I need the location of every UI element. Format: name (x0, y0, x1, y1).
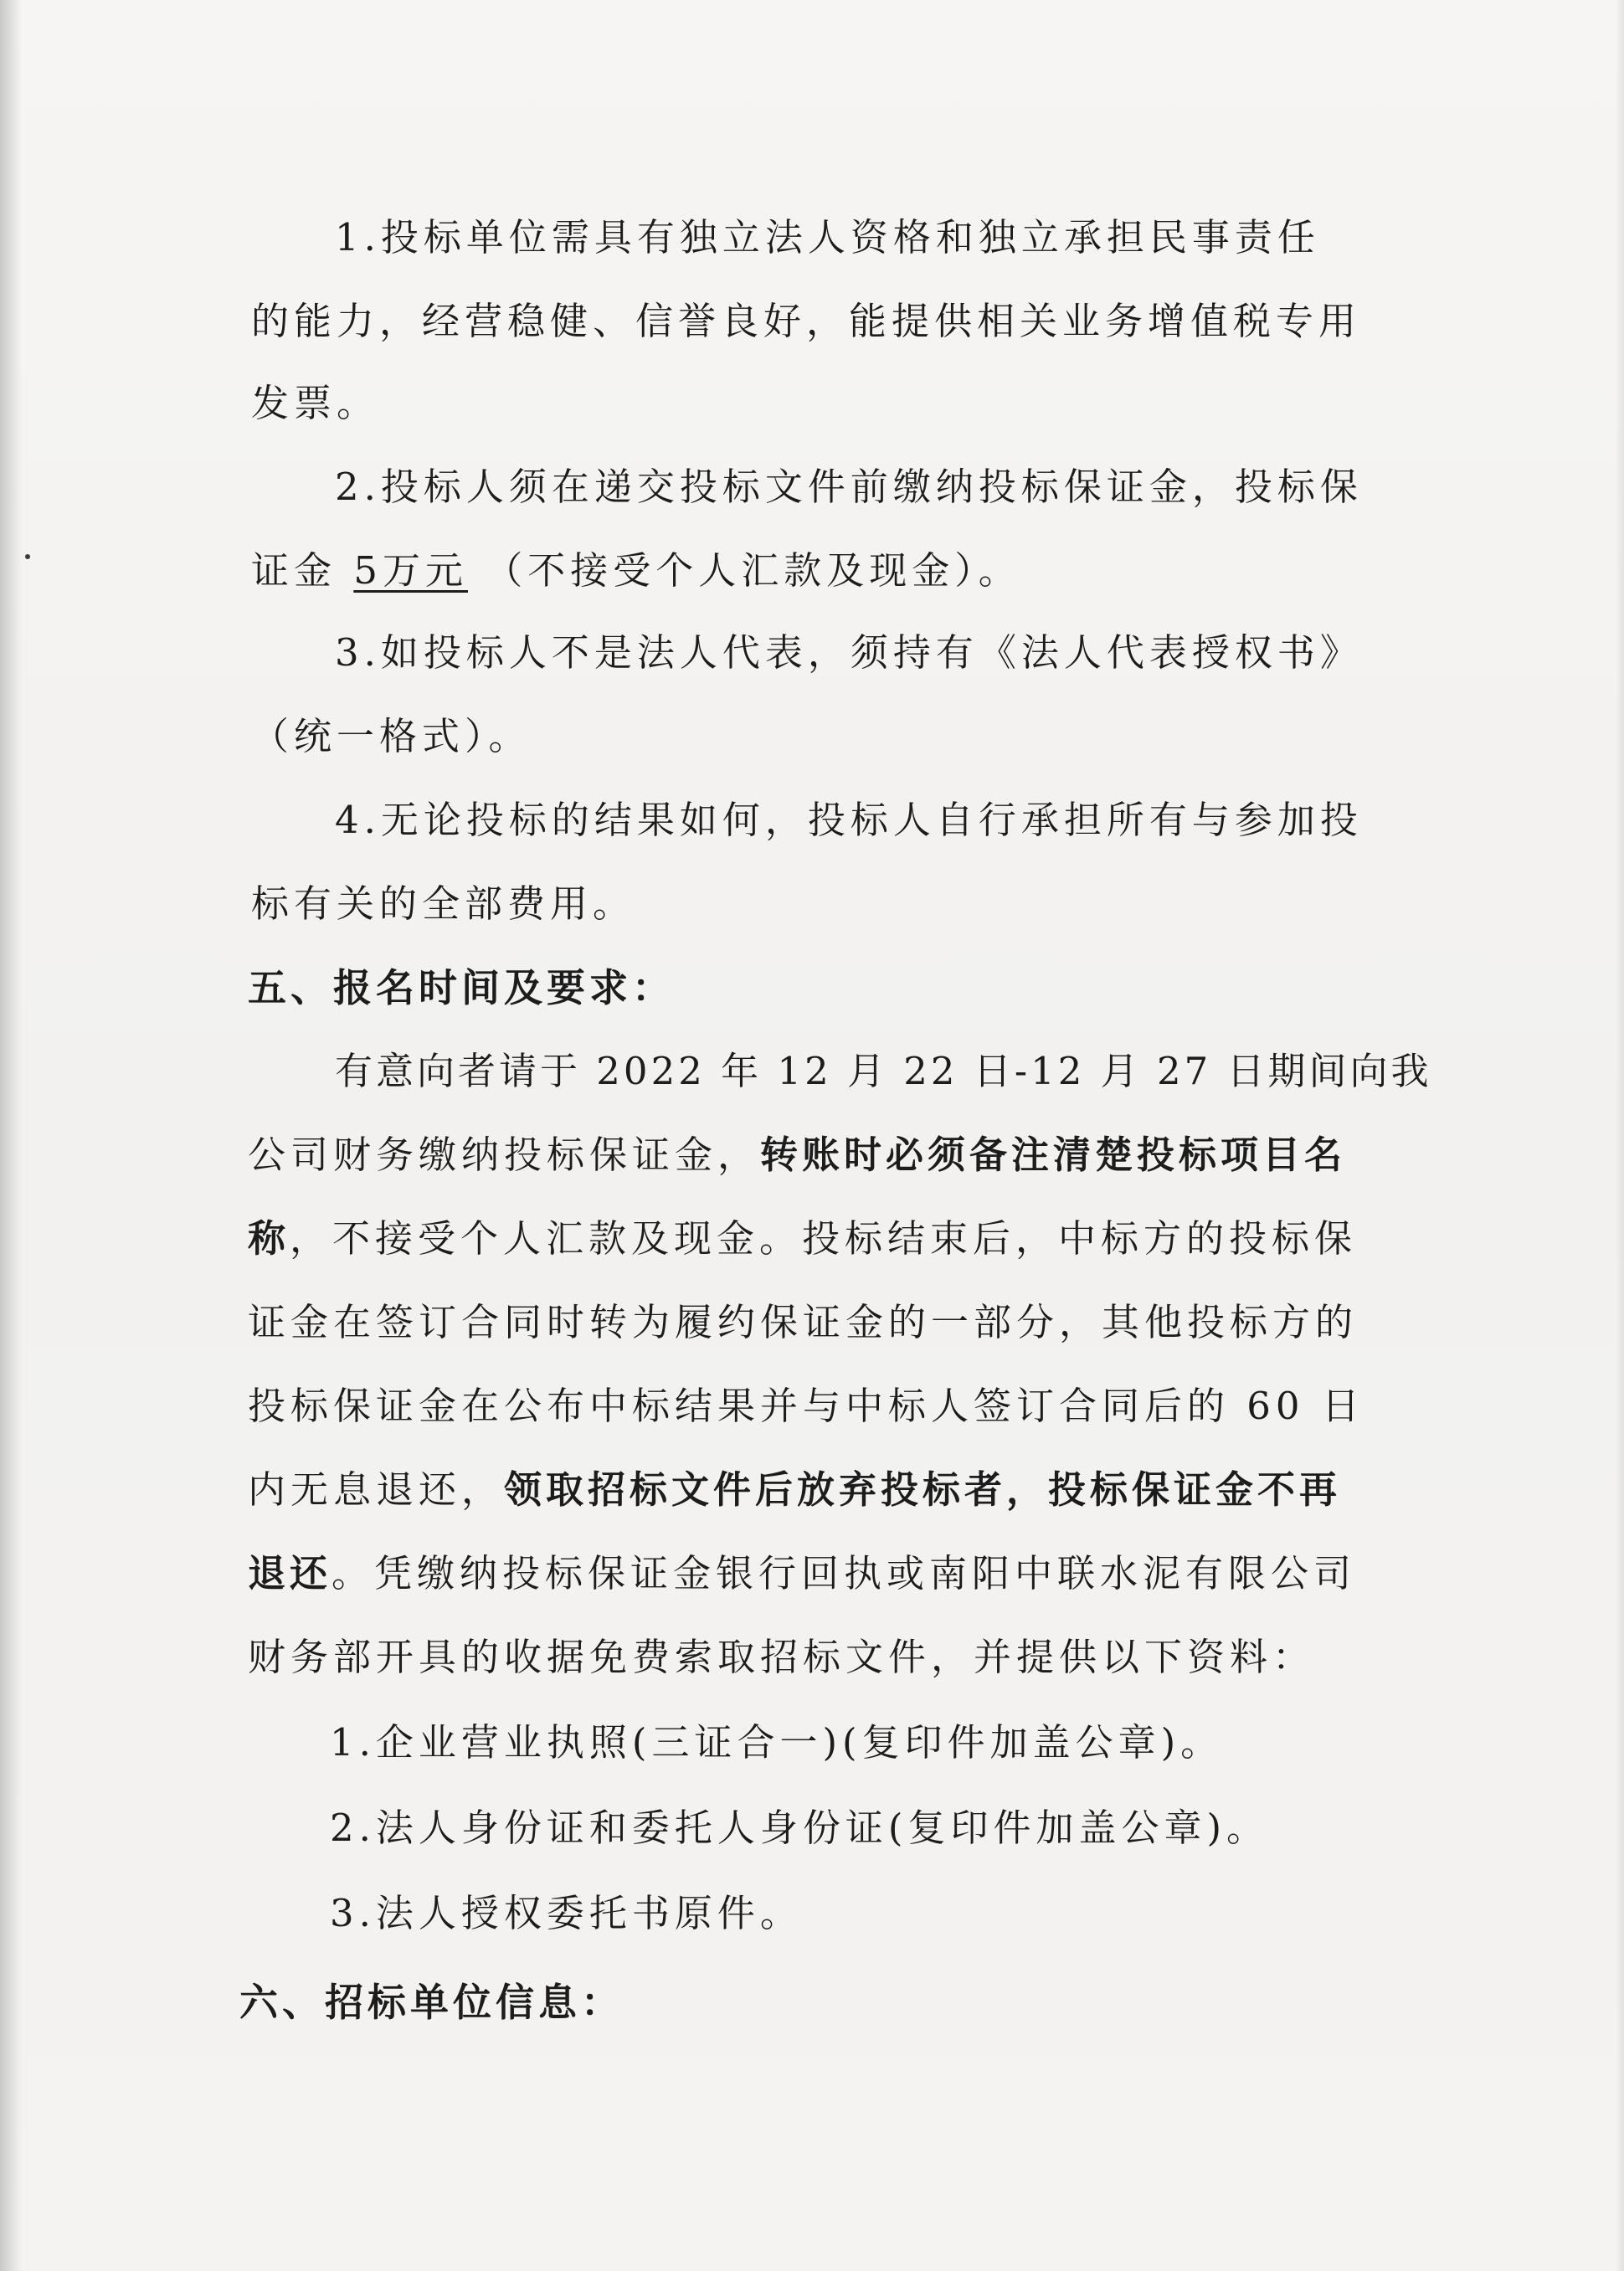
req2-prefix: 证金 (251, 548, 337, 593)
section5-line3-normal: ，不接受个人汇款及现金。投标结束后，中标方的投标保 (290, 1216, 1358, 1261)
section5-line7-normal: 。凭缴纳投标保证金银行回执或南阳中联水泥有限公司 (331, 1551, 1357, 1595)
req1-line2: 的能力，经营稳健、信誉良好，能提供相关业务增值税专用 (251, 299, 1362, 343)
section5-line6 (248, 1465, 1341, 1515)
section5-line7 (248, 1549, 1356, 1599)
req2-suffix: （不接受个人汇款及现金）。 (485, 548, 1021, 593)
section5-line8: 财务部开具的收据免费索取招标文件，并提供以下资料： (248, 1635, 1316, 1679)
req4-line2: 标有关的全部费用。 (251, 881, 636, 926)
section5-line5: 投标保证金在公布中标结果并与中标人签订合同后的 60 日 (248, 1384, 1364, 1428)
section5-line3 (248, 1214, 1357, 1264)
req2-line2 (251, 546, 1021, 596)
material-item-1: 1.企业营业执照(三证合一)(复印件加盖公章)。 (330, 1720, 1224, 1765)
section5-line2 (248, 1130, 1346, 1180)
req1-line3: 发票。 (251, 381, 380, 425)
material-item-2: 2.法人身份证和委托人身份证(复印件加盖公章)。 (330, 1806, 1270, 1850)
req3-line1: 3.如投标人不是法人代表，须持有《法人代表授权书》 (335, 630, 1363, 675)
scan-speck (25, 554, 30, 559)
page-edge-shadow (0, 0, 22, 2271)
section5-line6-normal: 内无息退还， (248, 1467, 505, 1512)
section5-line6-bold: 领取招标文件后放弃投标者，投标保证金不再 (504, 1467, 1342, 1512)
section5-line3-bold: 称 (248, 1216, 290, 1261)
req4-line1: 4.无论投标的结果如何，投标人自行承担所有与参加投 (335, 798, 1363, 842)
deposit-amount: 5万元 (353, 548, 468, 593)
req1-line1: 1.投标单位需具有独立法人资格和独立承担民事责任 (335, 215, 1320, 259)
section5-line2-bold: 转账时必须备注清楚投标项目名 (760, 1133, 1347, 1177)
section5-line1: 有意向者请于 2022 年 12 月 22 日-12 月 27 日期间向我 (335, 1049, 1432, 1093)
section5-line4: 证金在签订合同时转为履约保证金的一部分，其他投标方的 (248, 1300, 1359, 1344)
req3-line2: （统一格式）。 (251, 714, 532, 758)
section5-line2-normal: 公司财务缴纳投标保证金， (248, 1133, 761, 1177)
section5-line7-bold: 退还 (248, 1551, 332, 1595)
section5-heading: 五、报名时间及要求： (248, 965, 675, 1010)
req2-line1: 2.投标人须在递交投标文件前缴纳投标保证金，投标保 (335, 465, 1363, 509)
material-item-3: 3.法人授权委托书原件。 (330, 1891, 803, 1935)
page-edge-right (1616, 0, 1624, 2271)
section6-heading: 六、招标单位信息： (239, 1980, 624, 2025)
